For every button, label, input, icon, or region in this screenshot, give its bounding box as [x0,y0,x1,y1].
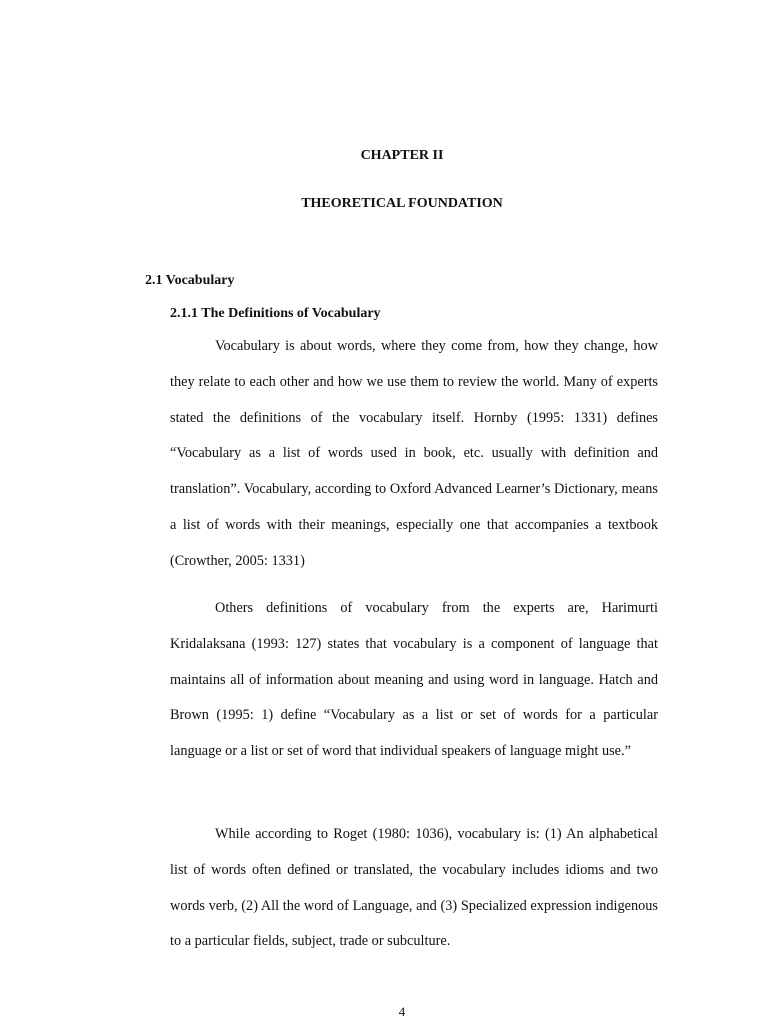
body-paragraph: Others definitions of vocabulary from the experts are, Harimurti Kridalaksana (1993: 127) states that vocabulary is a component of language that maintains all of information about meaning and using word in language. Hatch and Brown (1995: 1) define “Vocabulary as a list or set of words for a particular language or a list or set of word that individual speakers of language might use.” [170,600,658,760]
chapter-number: CHAPTER II [360,148,444,163]
body-paragraph: Vocabulary is about words, where they come from, how they change, how they relate to each other and how we use them to review the world. Many of experts stated the definitions of the vocabulary itself. Hornby (1995: 1331) defines “Vocabulary as a list of words used in book, etc. usually with definition and translation”. Vocabulary, according to Oxford Advanced Learner’s Dictionary, means a list of words with their meanings, especially one that accompanies a textbook (Crowther, 2005: 1331) [170,338,658,569]
page-number: 4 [398,1004,406,1019]
chapter-title: THEORETICAL FOUNDATION [301,196,503,211]
subsection-heading: 2.1.1 The Definitions of Vocabulary [170,306,381,321]
body-paragraph: While according to Roget (1980: 1036), vocabulary is: (1) An alphabetical list of words often defined or translated, the vocabulary includes idioms and two words verb, (2) All the word of Language, and (3) Specialized expression indigenous to a particular fields, subject, trade or subculture. [170,826,658,950]
section-heading: 2.1 Vocabulary [145,273,235,288]
